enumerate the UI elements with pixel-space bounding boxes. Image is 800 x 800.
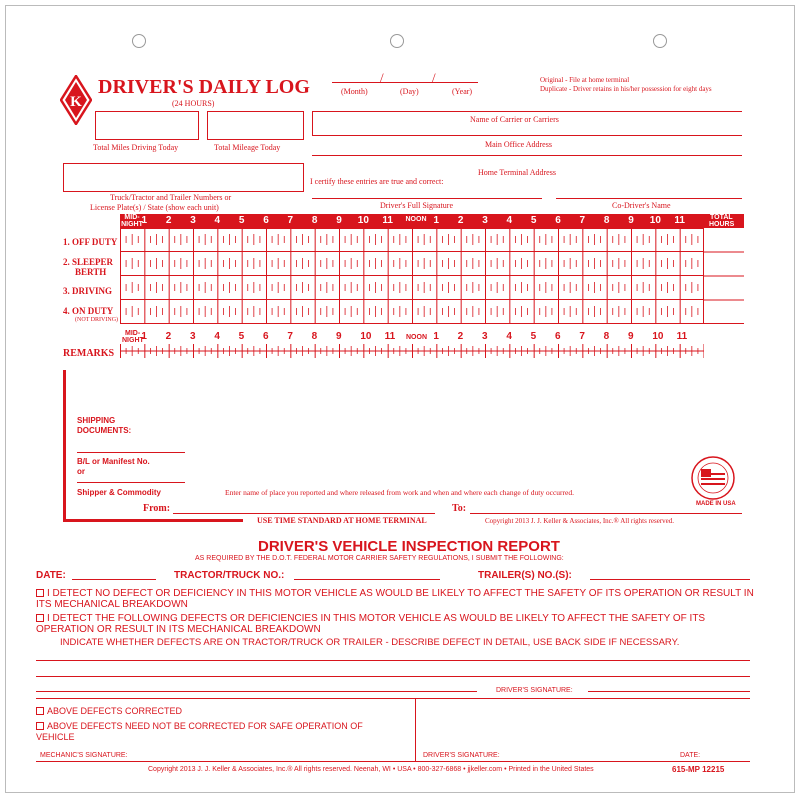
time-standard-label: USE TIME STANDARD AT HOME TERMINAL (257, 516, 427, 525)
total-miles-label: Total Miles Driving Today (93, 143, 179, 152)
total-mileage-label: Total Mileage Today (214, 143, 281, 152)
hour-label: 3 (482, 331, 488, 342)
hour-label: 10 (357, 215, 369, 226)
made-in-usa-seal-icon (690, 455, 736, 506)
copy-note-original: Original - File at home terminal (540, 76, 630, 84)
duty-status-grid[interactable] (120, 228, 704, 324)
hour-label: 9 (336, 215, 342, 226)
remarks-instructions: Enter name of place you reported and where released from work and when and where each change of duty occurred. (225, 488, 575, 497)
certify-label: I certify these entries are true and correct: (310, 177, 444, 186)
log-subtitle: (24 HOURS) (172, 99, 215, 108)
midnight-label: MID- (125, 330, 141, 337)
hour-label: 3 (190, 215, 196, 226)
hour-label: 2 (165, 331, 172, 342)
form-number: 615-MP 12215 (672, 765, 725, 774)
hour-label: 6 (263, 215, 269, 226)
hour-label: 10 (652, 331, 664, 342)
truck-numbers-box[interactable] (63, 163, 304, 192)
copy-note-duplicate: Duplicate - Driver retains in his/her possession for eight days (540, 85, 712, 93)
dvir-date-line[interactable] (72, 579, 156, 580)
hour-label: 8 (603, 331, 610, 342)
remarks-time-scale[interactable] (120, 344, 704, 358)
hour-label: 8 (603, 215, 610, 226)
corrected-text: ABOVE DEFECTS CORRECTED (47, 706, 183, 716)
remarks-label: REMARKS (63, 348, 115, 359)
punch-hole (390, 34, 404, 48)
hour-label: 2 (457, 215, 464, 226)
from-line[interactable] (173, 513, 435, 514)
hour-label: 4 (506, 331, 512, 342)
remarks-bracket (63, 370, 66, 522)
hour-label: 11 (384, 331, 396, 342)
main-office-line[interactable] (312, 155, 742, 156)
hour-label: 1 (433, 215, 440, 226)
midnight-label: NIGHT (122, 337, 144, 344)
hour-label: 5 (238, 331, 245, 342)
hour-label: 6 (263, 331, 269, 342)
defects-text: I DETECT THE FOLLOWING DEFECTS OR DEFICIENCIES IN THIS MOTOR VEHICLE AS WOULD BE LIKELY TO AFFECT THE SAFETY OF ITS OPERATION OR RESULT IN ITS MECHANICAL BREAKDOWN (36, 613, 706, 635)
dvir-date-label: DATE: (36, 570, 66, 581)
dvir-date-2-label: DATE: (680, 752, 701, 759)
svg-text:K: K (70, 94, 82, 110)
to-label: To: (452, 503, 467, 514)
defect-line-3[interactable] (36, 691, 477, 692)
hour-label: 2 (457, 331, 464, 342)
hour-label: 1 (433, 331, 439, 342)
tractor-line[interactable] (294, 579, 440, 580)
total-hours-column[interactable] (704, 228, 744, 324)
hour-label: 4 (214, 331, 220, 342)
total-miles-box[interactable] (95, 111, 199, 140)
hour-label: 5 (530, 331, 537, 342)
status-sleeper-berth: 2. SLEEPER (63, 257, 114, 267)
not-corrected-option[interactable] (36, 721, 376, 743)
no-defect-option[interactable] (36, 588, 761, 610)
hour-label: 11 (382, 215, 393, 226)
indicate-text: INDICATE WHETHER DEFECTS ARE ON TRACTOR/TRUCK OR TRAILER - DESCRIBE DEFECT IN DETAIL, USE BACK SIDE IF NECESSARY. (60, 637, 680, 648)
date-year-label: (Year) (452, 87, 473, 96)
status-off-duty: 1. OFF DUTY (63, 237, 118, 247)
hour-label: 9 (628, 331, 634, 342)
main-office-label: Main Office Address (485, 140, 552, 149)
shipper-label: Shipper & Commodity (77, 488, 162, 497)
not-corrected-text: ABOVE DEFECTS NEED NOT BE CORRECTED FOR SAFE OPERATION OF VEHICLE (36, 721, 363, 742)
driver-signature-line[interactable] (312, 198, 542, 199)
not-corrected-checkbox[interactable] (36, 722, 44, 730)
bl-label: or (77, 467, 85, 476)
hour-label: 5 (238, 215, 245, 226)
hour-label: 10 (649, 215, 661, 226)
remarks-copyright: Copyright 2013 J. J. Keller & Associates, Inc.® All rights reserved. (485, 517, 675, 525)
from-label: From: (143, 503, 171, 514)
dvir-title: DRIVER'S VEHICLE INSPECTION REPORT (258, 538, 560, 555)
mechanic-signature-label: MECHANIC'S SIGNATURE: (40, 752, 128, 759)
midnight-label: MID- (124, 214, 140, 221)
status-driving: 3. DRIVING (63, 286, 113, 296)
status-on-duty-note: (NOT DRIVING) (75, 317, 119, 323)
dvir-driver-signature-label: DRIVER'S SIGNATURE: (496, 687, 573, 694)
truck-numbers-label-1: Truck/Tractor and Trailer Numbers or (110, 193, 232, 202)
punch-hole (132, 34, 146, 48)
carrier-line[interactable] (312, 135, 742, 136)
tractor-label: TRACTOR/TRUCK NO.: (174, 570, 285, 581)
hour-scale-top (120, 214, 704, 228)
truck-numbers-label-2: License Plate(s) / State (show each unit) (90, 203, 219, 212)
punch-hole (653, 34, 667, 48)
corrected-option[interactable] (36, 706, 182, 717)
hour-label: 7 (287, 215, 294, 226)
trailers-line[interactable] (590, 579, 750, 580)
hour-label: 5 (530, 215, 537, 226)
total-mileage-box[interactable] (207, 111, 304, 140)
dvir-driver-signature-line[interactable] (588, 691, 750, 692)
co-driver-line[interactable] (556, 198, 742, 199)
keller-logo-icon (60, 75, 92, 130)
dvir-subtitle: AS REQUIRED BY THE D.O.T. FEDERAL MOTOR CARRIER SAFETY REGULATIONS, I SUBMIT THE FOLLOWING: (195, 555, 564, 562)
date-slash-2: / (432, 70, 436, 85)
noon-label: NOON (405, 216, 427, 223)
hour-label: 11 (676, 331, 688, 342)
hour-label: 4 (506, 215, 513, 226)
hour-label: 6 (555, 331, 561, 342)
shipping-label: DOCUMENTS: (77, 426, 132, 435)
defects-option[interactable] (36, 613, 761, 635)
shipping-label: SHIPPING (77, 416, 116, 425)
hour-label: 2 (165, 215, 172, 226)
log-title: DRIVER'S DAILY LOG (98, 76, 310, 98)
footer-copyright: Copyright 2013 J. J. Keller & Associates, Inc.® All rights reserved. Neenah, WI • USA • 800-327-6868 • jjkeller.com • Printed in the United States (148, 766, 594, 773)
no-defect-text: I DETECT NO DEFECT OR DEFICIENCY IN THIS MOTOR VEHICLE AS WOULD BE LIKELY TO AFFECT THE SAFETY OF ITS OPERATION OR RESULT IN ITS MECHANICAL BREAKDOWN (36, 588, 754, 610)
hour-label: 3 (482, 215, 488, 226)
driver-signature-2-label: DRIVER'S SIGNATURE: (423, 752, 500, 759)
date-slash-1: / (380, 70, 384, 85)
hour-label: 7 (579, 215, 586, 226)
hour-label: 1 (141, 215, 148, 226)
seal-text: MADE IN USA (696, 501, 736, 507)
total-hours-label: HOURS (709, 221, 735, 228)
hour-label: 8 (311, 215, 318, 226)
midnight-label: NIGHT (121, 221, 143, 228)
defect-line-2[interactable] (36, 676, 750, 677)
hour-label: 10 (360, 331, 372, 342)
carrier-label: Name of Carrier or Carriers (470, 115, 559, 124)
status-sleeper-berth: BERTH (75, 267, 107, 277)
hour-label: 9 (336, 331, 342, 342)
defects-checkbox[interactable] (36, 614, 44, 622)
hour-label: 9 (628, 215, 634, 226)
corrected-checkbox[interactable] (36, 707, 44, 715)
hour-label: 7 (287, 331, 293, 342)
hour-label: 1 (141, 331, 147, 342)
hour-label: 4 (214, 215, 221, 226)
mechanic-signature-line[interactable] (36, 761, 416, 762)
status-on-duty: 4. ON DUTY (63, 306, 114, 316)
hour-label: 8 (311, 331, 318, 342)
total-hours-label: TOTAL (710, 214, 733, 221)
to-line[interactable] (470, 513, 742, 514)
hour-label: 3 (190, 331, 196, 342)
hour-label: 11 (674, 215, 685, 226)
noon-label: NOON (406, 334, 427, 341)
hour-label: 7 (579, 331, 585, 342)
co-driver-label: Co-Driver's Name (612, 201, 671, 210)
no-defect-checkbox[interactable] (36, 589, 44, 597)
date-month-label: (Month) (341, 87, 368, 96)
bl-label: B/L or Manifest No. (77, 457, 150, 466)
driver-signature-label: Driver's Full Signature (380, 201, 453, 210)
defect-line-1[interactable] (36, 660, 750, 661)
hour-label: 6 (555, 215, 561, 226)
hour-scale-bottom (120, 330, 704, 344)
home-terminal-label: Home Terminal Address (478, 168, 556, 177)
date-day-label: (Day) (400, 87, 419, 96)
driver-signature-2-line[interactable] (415, 761, 750, 762)
trailers-label: TRAILER(S) NO.(S): (478, 570, 572, 581)
